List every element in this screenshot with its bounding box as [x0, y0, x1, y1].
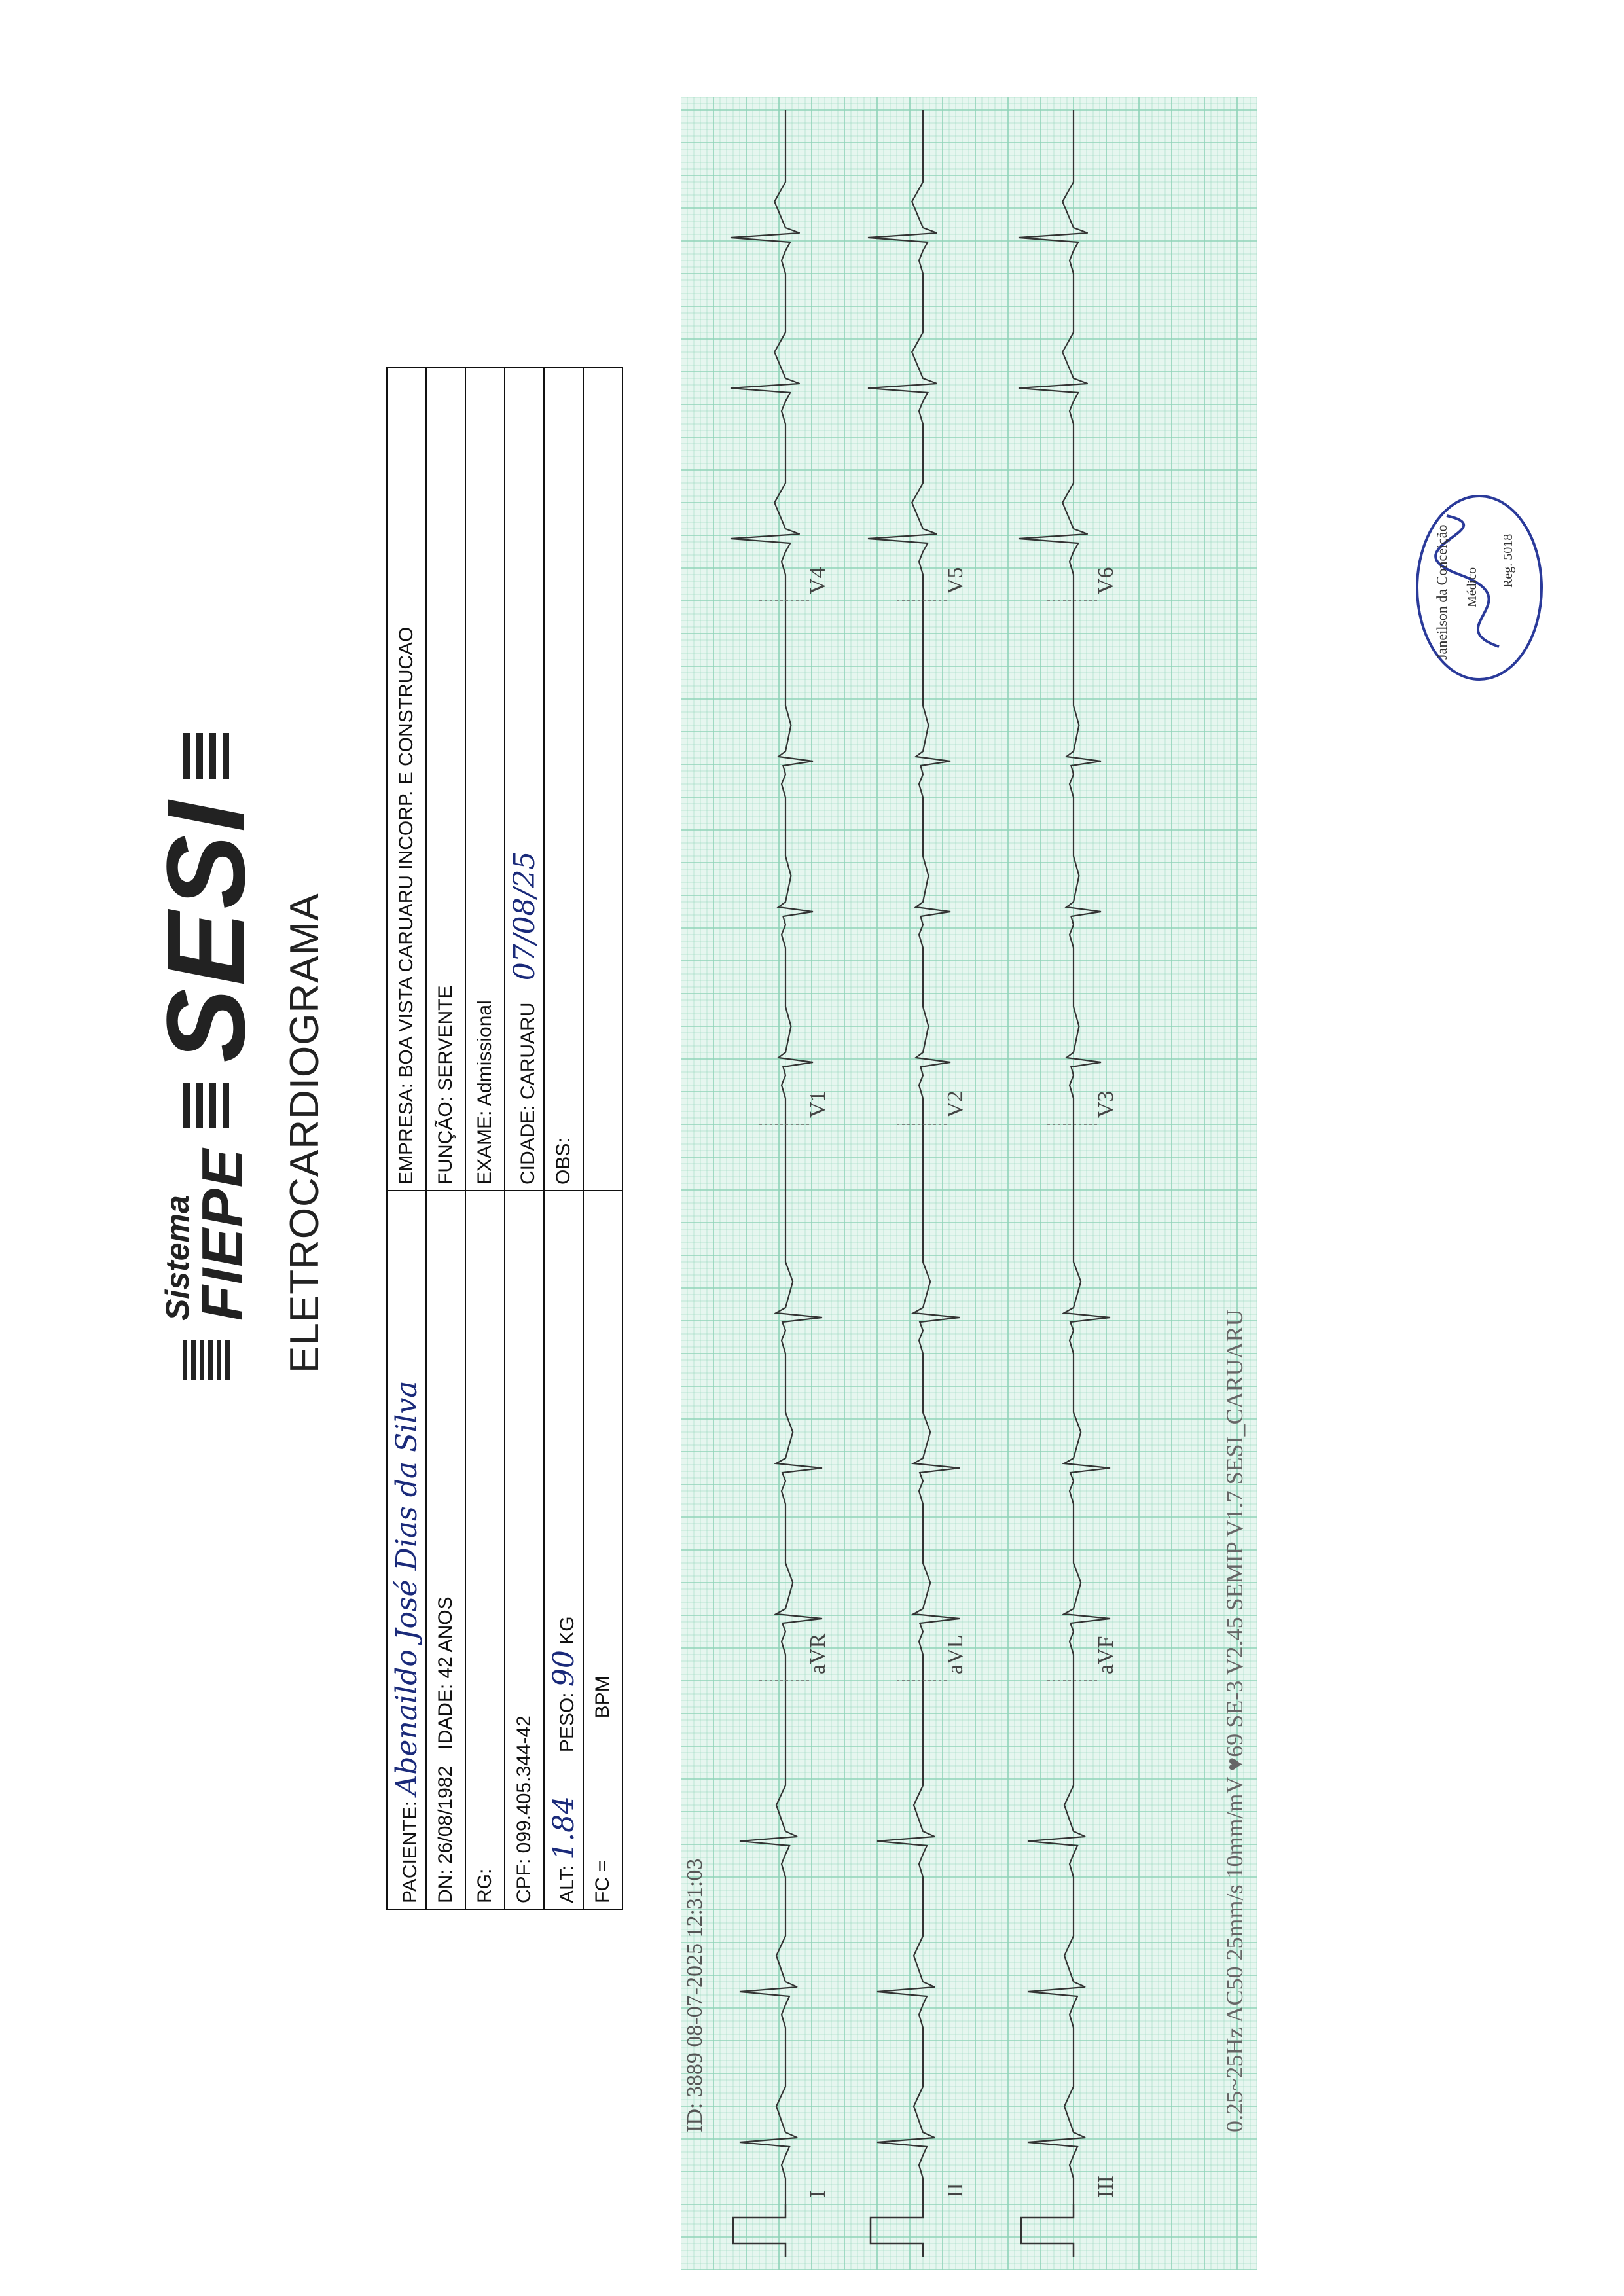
fiepe-wordmark [159, 1147, 255, 1321]
exame-cell: EXAME: Admissional [465, 367, 505, 1191]
logo-separator [183, 1083, 229, 1128]
fiepe-small-logo [183, 1340, 230, 1380]
alt-value: 1.84 [547, 1795, 581, 1860]
logo-separator-right [183, 733, 229, 779]
peso-label: PESO: [556, 1692, 578, 1753]
paciente-cell [387, 1191, 426, 1909]
lead-label-V2: V2 [943, 1090, 967, 1118]
lead-label-V1: V1 [806, 1090, 830, 1118]
stamp-line3: Reg. 5018 [1501, 533, 1515, 588]
lead-label-II: II [943, 2183, 967, 2198]
lead-label-V6: V6 [1094, 567, 1118, 594]
peso-value: 90 [547, 1650, 581, 1687]
lead-label-aVL: aVL [943, 1634, 967, 1674]
patient-info-table [386, 367, 623, 1910]
fiepe-sesi-logo [144, 733, 268, 1380]
fc-cell [583, 1191, 623, 1909]
alt-label: ALT: [556, 1865, 578, 1903]
doctor-stamp [1401, 490, 1558, 686]
logo-fiepe-text: FIEPE [190, 1147, 255, 1321]
cidade-handwritten-date: 07/08/25 [507, 851, 541, 981]
lead-label-aVF: aVF [1094, 1636, 1118, 1674]
fc-label: FC = [592, 1860, 613, 1903]
lead-label-V3: V3 [1094, 1090, 1118, 1118]
funcao-cell: FUNÇÃO: SERVENTE [426, 367, 465, 1191]
lead-label-III: III [1094, 2176, 1118, 2198]
page-title: ELETROCARDIOGRAMA [282, 893, 327, 1373]
cpf-cell: CPF: 099.405.344-42 [505, 1191, 544, 1909]
lead-label-aVR: aVR [806, 1633, 830, 1674]
cidade-value: CIDADE: CARUARU [516, 1002, 539, 1185]
obs-cell: OBS: [544, 367, 583, 1191]
lead-label-V5: V5 [943, 567, 967, 594]
ecg-footer-text: 0.25~25Hz AC50 25mm/s 10mm/mV ♥69 SE-3 V2.45 SEMIP V1.7 SESI_CARUARU [1221, 1309, 1248, 2132]
lead-label-V4: V4 [806, 567, 830, 594]
stamp-line1: Janeilson da Conceição [1434, 524, 1450, 660]
rg-cell: RG: [465, 1191, 505, 1909]
blank-cell [583, 367, 623, 1191]
fc-unit: BPM [592, 1676, 613, 1719]
logo-sesi-text: SESI [144, 798, 268, 1063]
alt-peso-cell [544, 1191, 583, 1909]
idade-value: IDADE: 42 ANOS [435, 1596, 456, 1749]
logo-sistema-text: Sistema [159, 1195, 196, 1321]
ecg-strip [681, 97, 1257, 2270]
peso-unit: KG [556, 1616, 578, 1645]
dn-value: DN: 26/08/1982 [435, 1765, 456, 1903]
ecg-header-text: ID: 3889 08-07-2025 12:31:03 [683, 1858, 707, 2132]
dn-cell [426, 1191, 465, 1909]
paciente-label: PACIENTE: [399, 1801, 421, 1903]
empresa-cell: EMPRESA: BOA VISTA CARUARU INCORP. E CONSTRUCAO [387, 367, 426, 1191]
stamp-line2: Médico [1465, 567, 1479, 607]
cidade-cell [505, 367, 544, 1191]
lead-label-I: I [806, 2190, 830, 2198]
paciente-value: Abenaildo José Dias da Silva [389, 1380, 424, 1796]
